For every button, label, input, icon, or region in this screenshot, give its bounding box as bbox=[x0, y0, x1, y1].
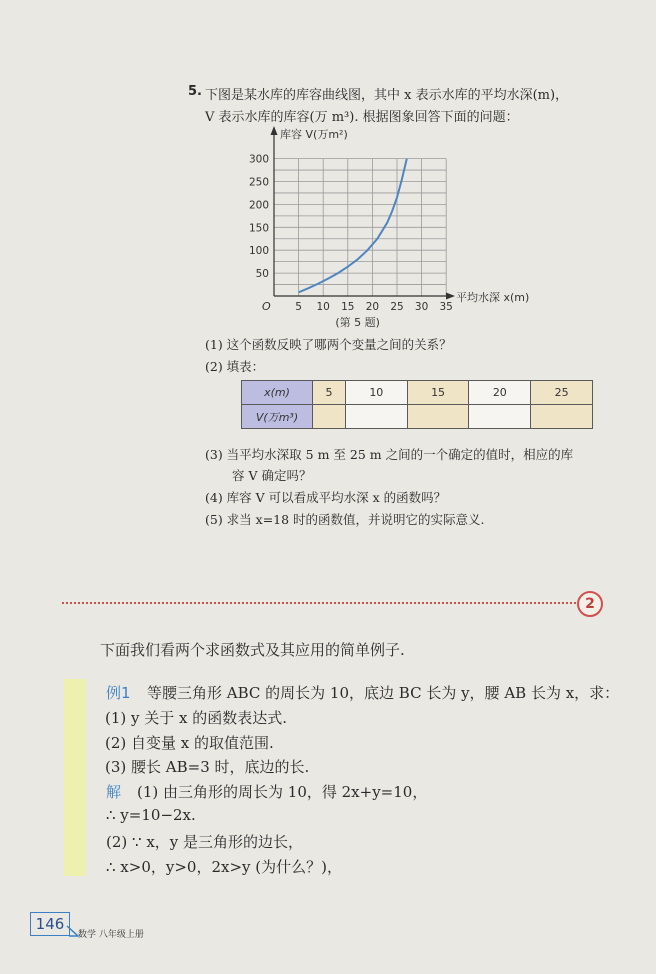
y-tick-label: 50 bbox=[255, 268, 269, 281]
chart-caption: (第 5 题) bbox=[335, 316, 380, 329]
problem-text-line1: 下图是某水库的库容曲线图，其中 x 表示水库的平均水深(m)， bbox=[205, 88, 569, 103]
question-4: (4) 库容 V 可以看成平均水深 x 的函数吗？ bbox=[205, 490, 447, 505]
x-tick-label: 5 bbox=[295, 301, 302, 313]
solution-line-2: ∴ y=10−2x. bbox=[106, 806, 196, 824]
solution-line-3: (2) ∵ x，y 是三角形的边长， bbox=[106, 833, 304, 851]
solution-line-4: ∴ x>0，y>0，2x>y (为什么？)， bbox=[106, 858, 342, 876]
table-row bbox=[242, 405, 593, 429]
question-5: (5) 求当 x=18 时的函数值，并说明它的实际意义. bbox=[205, 512, 485, 527]
y-tick-label: 100 bbox=[248, 245, 269, 258]
example-item-3: (3) 腰长 AB=3 时，底边的长. bbox=[105, 758, 310, 776]
x-tick-label: 35 bbox=[439, 301, 453, 313]
origin-label: O bbox=[262, 300, 271, 313]
section-number-badge: 2 bbox=[577, 591, 603, 617]
y-tick-label: 150 bbox=[248, 222, 269, 235]
table-header-v: V(万m³) bbox=[242, 405, 313, 429]
y-tick-label: 200 bbox=[248, 199, 269, 212]
solution-label: 解 bbox=[106, 783, 122, 801]
book-title: 数学 八年级上册 bbox=[78, 930, 144, 940]
intro-text: 下面我们看两个求函数式及其应用的简单例子. bbox=[100, 641, 405, 659]
section-divider bbox=[62, 602, 576, 604]
question-3-cont: 容 V 确定吗？ bbox=[232, 468, 312, 483]
y-axis-label: 库容 V(万m²) bbox=[280, 128, 348, 141]
table-row bbox=[242, 381, 593, 405]
table-cell: 20 bbox=[469, 381, 531, 405]
chart-tick-labels bbox=[249, 154, 453, 313]
fill-in-table bbox=[241, 380, 593, 429]
example-item-2: (2) 自变量 x 的取值范围. bbox=[105, 734, 274, 752]
table-header-x: x(m) bbox=[242, 381, 313, 405]
problem-text-line2: V 表示水库的库容(万 m³). 根据图象回答下面的问题： bbox=[205, 110, 519, 125]
x-tick-label: 25 bbox=[390, 301, 404, 313]
question-2: (2) 填表： bbox=[205, 359, 265, 374]
table-cell: 5 bbox=[313, 381, 346, 405]
x-tick-label: 10 bbox=[316, 301, 330, 313]
capacity-curve bbox=[299, 159, 407, 293]
table-cell: 15 bbox=[407, 381, 469, 405]
example-statement: 等腰三角形 ABC 的周长为 10，底边 BC 长为 y，腰 AB 长为 x，求： bbox=[147, 684, 620, 702]
example-label: 例1 bbox=[106, 684, 131, 702]
table-blank-cell[interactable] bbox=[407, 405, 469, 429]
problem-number: 5. bbox=[188, 84, 202, 99]
table-blank-cell[interactable] bbox=[531, 405, 593, 429]
table-blank-cell[interactable] bbox=[469, 405, 531, 429]
x-axis-label: 平均水深 x(m) bbox=[456, 291, 530, 304]
table-blank-cell[interactable] bbox=[313, 405, 346, 429]
reservoir-capacity-chart bbox=[230, 122, 550, 334]
table-cell: 10 bbox=[345, 381, 407, 405]
chart-grid bbox=[274, 159, 446, 296]
x-tick-label: 20 bbox=[365, 301, 380, 313]
question-3: (3) 当平均水深取 5 m 至 25 m 之间的一个确定的值时，相应的库 bbox=[205, 447, 574, 462]
y-tick-label: 300 bbox=[248, 153, 269, 166]
y-tick-label: 250 bbox=[248, 176, 269, 189]
page-number: 146 bbox=[30, 912, 70, 936]
example-item-1: (1) y 关于 x 的函数表达式. bbox=[105, 709, 288, 727]
x-axis-arrow bbox=[446, 293, 455, 300]
table-cell: 25 bbox=[531, 381, 593, 405]
solution-line-1: (1) 由三角形的周长为 10，得 2x+y=10， bbox=[137, 783, 428, 801]
example-highlight-bar bbox=[64, 679, 86, 876]
x-tick-label: 30 bbox=[414, 301, 429, 313]
table-blank-cell[interactable] bbox=[345, 405, 407, 429]
question-1: (1) 这个函数反映了哪两个变量之间的关系？ bbox=[205, 337, 452, 352]
y-axis-arrow bbox=[271, 126, 278, 135]
x-tick-label: 15 bbox=[341, 301, 355, 313]
